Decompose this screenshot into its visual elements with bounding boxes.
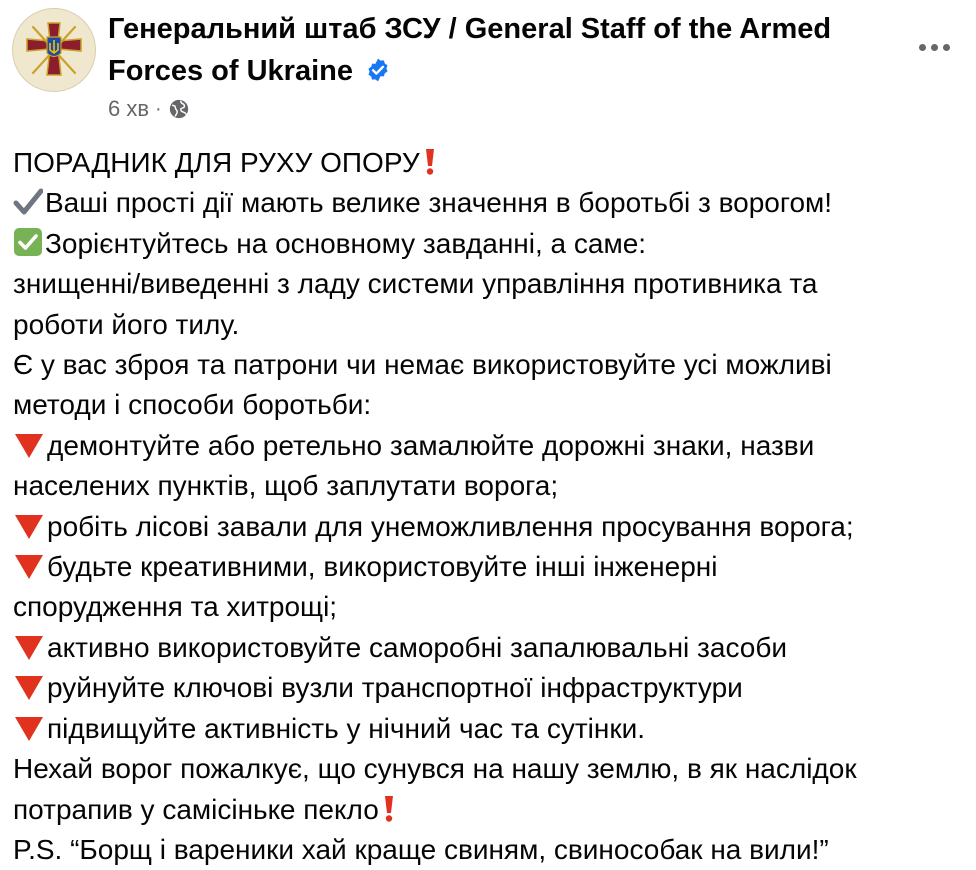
post-line-text: знищенні/виведенні з ладу системи управління противника та	[13, 268, 818, 300]
general-staff-emblem-icon	[17, 13, 91, 87]
post-line	[13, 224, 968, 264]
post-line-text: P.S. “Борщ і вареники хай краще свиням, свинособак на вили!”	[13, 833, 829, 865]
post-line	[13, 668, 968, 708]
post-line-text: населених пунктів, щоб заплутати ворога;	[13, 470, 559, 502]
post-line	[13, 749, 968, 789]
post-line	[13, 183, 968, 223]
post-line	[13, 305, 968, 345]
post-line	[13, 507, 968, 547]
post-line-text: руйнуйте ключові вузли транспортної інфраструктури	[47, 672, 743, 704]
post-line-text: будьте креативними, використовуйте інші інженерні	[47, 551, 718, 583]
post-line-text: робіть лісові завали для унеможливлення просування ворога;	[47, 510, 854, 542]
post-header	[12, 6, 964, 126]
post-line	[13, 709, 968, 749]
post-line	[13, 628, 968, 668]
post-line-text: демонтуйте або ретельно замалюйте дорожні знаки, назви	[47, 429, 815, 461]
post-line	[13, 385, 968, 425]
post-line	[13, 426, 968, 466]
post-line-text: роботи його тилу.	[13, 308, 240, 340]
check-mark-icon	[13, 188, 43, 216]
post-line-text: Нехай ворог пожалкує, що сунувся на нашу землю, в як наслідок	[13, 753, 857, 785]
post-timestamp[interactable]: 6 хв	[108, 96, 150, 121]
red-triangle-down-icon	[13, 714, 45, 742]
post-line-text: методи і способи боротьби:	[13, 389, 372, 421]
page-name-link[interactable]	[108, 8, 888, 92]
post-line	[13, 547, 968, 587]
post-line	[13, 264, 968, 304]
red-exclamation-icon	[382, 795, 396, 823]
post-line	[13, 790, 968, 830]
post-line	[13, 830, 968, 870]
post-line-text: спорудження та хитрощі;	[13, 591, 338, 623]
post-line	[13, 143, 968, 183]
post-text	[13, 143, 968, 870]
page-name-line2: Forces of Ukraine	[108, 55, 353, 87]
red-exclamation-icon	[423, 148, 437, 176]
globe-icon[interactable]	[168, 98, 190, 120]
more-options-button[interactable]	[912, 32, 956, 62]
more-dot	[943, 44, 950, 51]
red-triangle-down-icon	[13, 512, 45, 540]
post-line-text: Зорієнтуйтесь на основному завданні, а саме:	[45, 227, 647, 259]
post-line-text: активно використовуйте саморобні запалювальні засоби	[47, 631, 788, 663]
red-triangle-down-icon	[13, 673, 45, 701]
red-triangle-down-icon	[13, 633, 45, 661]
post-line-text: Ваші прості дії мають велике значення в боротьбі з ворогом!	[45, 187, 833, 219]
page-avatar[interactable]	[12, 8, 96, 92]
post-line-text: потрапив у самісінькe пекло	[13, 793, 379, 825]
red-triangle-down-icon	[13, 552, 45, 580]
post-line-text: підвищуйте активність у нічний час та сутінки.	[47, 712, 645, 744]
meta-separator: ·	[155, 97, 162, 120]
verified-badge-icon	[365, 57, 391, 83]
post-meta	[108, 96, 190, 122]
more-dot	[919, 44, 926, 51]
post-line	[13, 587, 968, 627]
red-triangle-down-icon	[13, 431, 45, 459]
page-name-line1: Генеральний штаб ЗСУ / General Staff of the Armed	[108, 13, 832, 45]
post-line	[13, 466, 968, 506]
post-line-text: ПОРАДНИК ДЛЯ РУХУ ОПОРУ	[13, 147, 420, 178]
post-line	[13, 345, 968, 385]
more-dot	[931, 44, 938, 51]
post-line-text: Є у вас зброя та патрони чи немає використовуйте усі можливі	[13, 349, 832, 381]
check-mark-button-icon	[13, 227, 43, 257]
